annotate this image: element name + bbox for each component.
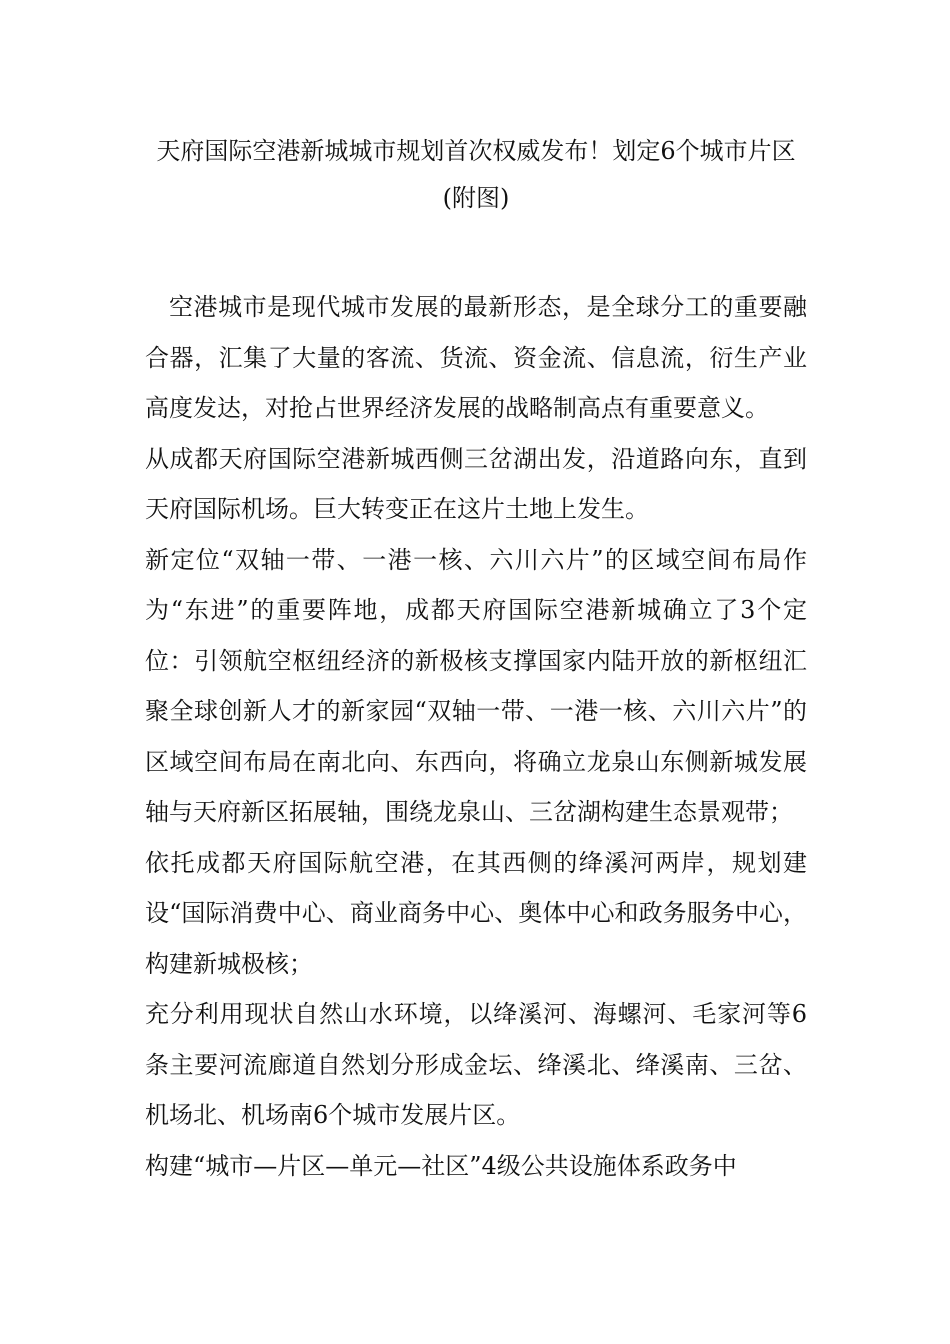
paragraph-facilities: 构建“城市—片区—单元—社区”4级公共设施体系政务中 [145, 1151, 737, 1180]
paragraph-core: 依托成都天府国际航空港，在其西侧的绛溪河两岸，规划建设“国际消费中心、商业商务中心、奥体中心和政务服务中心，构建新城极核； [145, 848, 807, 978]
document-content [145, 128, 807, 1191]
paragraph-districts: 充分利用现状自然山水环境，以绛溪河、海螺河、毛家河等6条主要河流廊道自然划分形成金坛、绛溪北、绛溪南、三岔、机场北、机场南6个城市发展片区。 [145, 1000, 807, 1129]
paragraph-positioning: 新定位“双轴一带、一港一核、六川六片”的区域空间布局作为“东进”的重要阵地，成都天府国际空港新城确立了3个定位：引领航空枢纽经济的新极核支撑国家内陆开放的新枢纽汇聚全球创新人才的新家园“双轴一带、一港一核、六川六片”的区域空间布局在南北向、东西向，将确立龙泉山东侧新城发展轴与天府新区拓展轴，围绕龙泉山、三岔湖构建生态景观带； [145, 545, 807, 826]
document-body [145, 282, 807, 1191]
document-title: 天府国际空港新城城市规划首次权威发布！划定6个城市片区 (附图) [156, 137, 796, 212]
paragraph-intro: 空港城市是现代城市发展的最新形态，是全球分工的重要融合器，汇集了大量的客流、货流、资金流、信息流，衍生产业高度发达，对抢占世界经济发展的战略制高点有重要意义。 [145, 293, 807, 422]
paragraph-journey: 从成都天府国际空港新城西侧三岔湖出发，沿道路向东，直到天府国际机场。巨大转变正在这片土地上发生。 [145, 444, 807, 523]
